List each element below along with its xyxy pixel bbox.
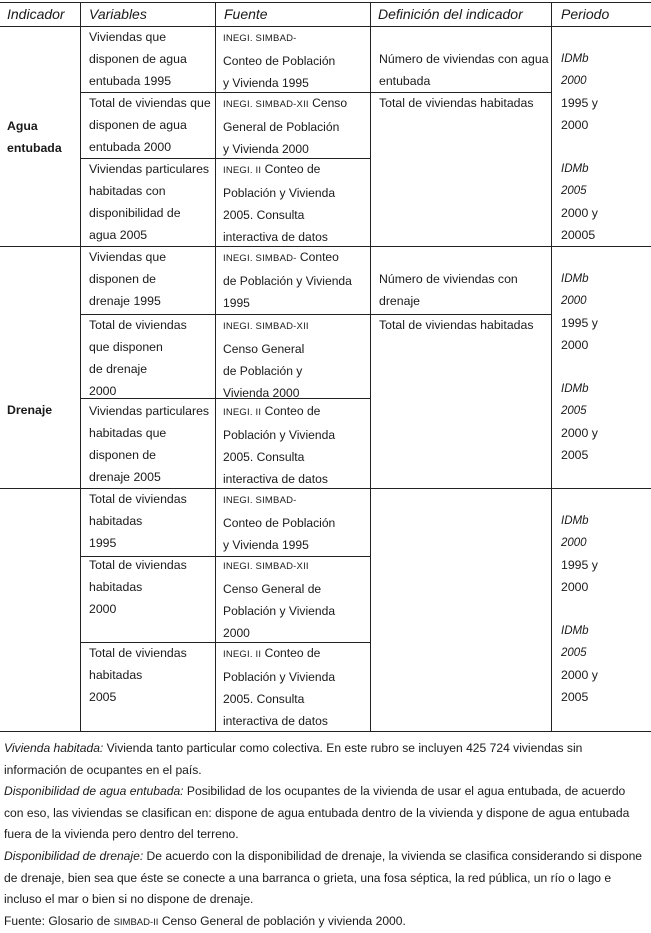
variable-cell: Total de viviendas que disponen de drenaje 2000 xyxy=(89,318,187,398)
header-periodo: Periodo xyxy=(561,6,610,22)
note-vivienda-habitada: Vivienda habitada: Vivienda tanto particular como colectiva. En este rubro se incluyen 425 724 viviendas sin información de ocupantes en el país. xyxy=(4,741,583,777)
definition-cell: Número de viviendas con agua entubada xyxy=(379,52,549,88)
source-cell: INEGI. SIMBAD-XII Censo General de Población y Vivienda 2000 xyxy=(223,96,348,156)
variable-cell: Viviendas particulares habitadas que disponen de drenaje 2005 xyxy=(89,404,210,484)
definition-cell: Total de viviendas habitadas xyxy=(379,96,534,110)
col-divider-1 xyxy=(80,2,81,731)
source-cell: INEGI. SIMBAD-XII Censo General de Población y Vivienda 2000 xyxy=(223,321,309,400)
period-cell: IDMb 2005 xyxy=(561,163,589,197)
period-cell: 1995 y 2000 xyxy=(561,96,598,132)
header-fuente: Fuente xyxy=(224,6,268,22)
header-definicion: Definición del indicador xyxy=(378,6,523,22)
period-cell: 2000 xyxy=(561,295,587,307)
period-cell: IDMb 2000 xyxy=(561,53,589,87)
source-cell: INEGI. SIMBAD-XII Censo General de Población y Vivienda 2000 xyxy=(223,561,336,640)
table-top-rule xyxy=(0,2,651,3)
variable-cell: Total de viviendas habitadas 2000 xyxy=(89,558,187,616)
header-variables: Variables xyxy=(89,6,147,22)
variable-cell: Total de viviendas que disponen de agua entubada 2000 xyxy=(89,96,211,154)
definition-cell: Total de viviendas habitadas xyxy=(379,318,534,332)
col-divider-4 xyxy=(551,2,552,731)
period-cell: 2000 y 20005 xyxy=(561,206,598,242)
period-cell: IDMb 2005 xyxy=(561,383,589,417)
indicator-drenaje: Drenaje xyxy=(7,403,53,417)
col-divider-2 xyxy=(215,2,216,731)
variable-cell: Viviendas que disponen de agua entubada 1995 xyxy=(89,30,187,88)
source-cell: INEGI. II Conteo de Población y Vivienda 2005. Consulta interactiva de datos xyxy=(223,162,336,244)
period-cell: IDMb 2000 xyxy=(561,515,589,549)
period-cell: IDMb xyxy=(561,273,589,285)
note-fuente: Fuente: Glosario de SIMBAD-II Censo General de población y vivienda 2000. xyxy=(4,913,406,928)
variable-cell: Viviendas que disponen de drenaje 1995 xyxy=(89,250,167,308)
table-notes xyxy=(4,738,648,933)
period-cell: 1995 y 2000 xyxy=(561,558,598,594)
period-cell: 2000 y 2005 xyxy=(561,668,598,704)
note-drenaje: Disponibilidad de drenaje: De acuerdo con la disponibilidad de drenaje, la vivienda se clasifica considerando si dispone de drenaje, bien sea que éste se conecte a una barranca o grieta, una fosa séptica, la red pública, un río o lago e incluso el mar o bien si no dispone de drenaje. xyxy=(4,848,643,907)
definition-cell: Número de viviendas con drenaje xyxy=(379,272,518,308)
indicator-agua-line-1: Agua xyxy=(7,119,38,133)
note-agua-entubada: Disponibilidad de agua entubada: Posibilidad de los ocupantes de la vivienda de usar el agua entubada, de acuerdo con eso, las viviendas se clasifican en: dispone de agua entubada dentro de la vivienda y dispone de agua entubada fuera de la vivienda pero dentro del terreno. xyxy=(4,784,630,842)
variable-cell: Total de viviendas habitadas 1995 xyxy=(89,492,187,550)
variable-cell: Viviendas particulares habitadas con disponibilidad de agua 2005 xyxy=(89,162,210,242)
variable-cell: Total de viviendas habitadas 2005 xyxy=(89,646,187,704)
period-cell: IDMb 2005 xyxy=(561,625,589,659)
source-cell: INEGI. SIMBAD- Conteo de Población y Vivienda 1995 xyxy=(223,495,336,552)
source-cell: INEGI. SIMBAD- Conteo de Población y Vivienda 1995 xyxy=(223,250,352,310)
period-cell: 2000 y 2005 xyxy=(561,426,598,462)
source-cell: INEGI. SIMBAD- Conteo de Población y Vivienda 1995 xyxy=(223,33,336,90)
period-cell: 1995 y 2000 xyxy=(561,316,598,352)
col-divider-3 xyxy=(370,2,371,731)
source-cell: INEGI. II Conteo de Población y Vivienda 2005. Consulta interactiva de datos xyxy=(223,646,336,728)
header-indicador: Indicador xyxy=(7,6,65,22)
indicator-agua-line-2: entubada xyxy=(7,141,62,155)
source-cell: INEGI. II Conteo de Población y Vivienda 2005. Consulta interactiva de datos xyxy=(223,404,336,486)
